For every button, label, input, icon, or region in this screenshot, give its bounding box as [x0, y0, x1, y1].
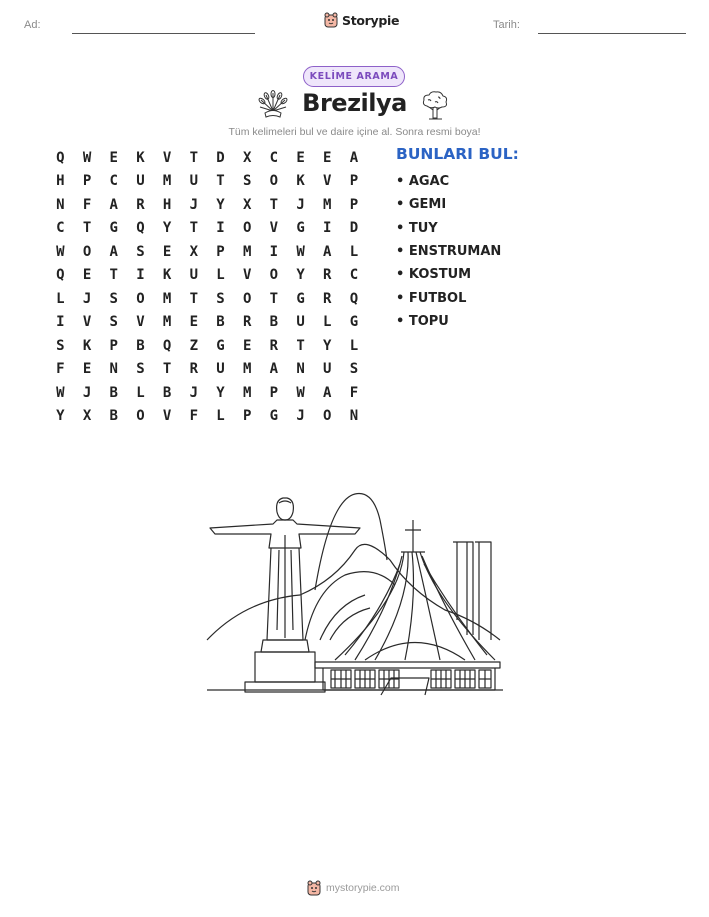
grid-letter[interactable]: P	[109, 337, 118, 354]
grid-letter[interactable]: Y	[323, 337, 332, 354]
grid-letter[interactable]: Y	[216, 384, 225, 401]
grid-letter[interactable]: M	[242, 361, 252, 378]
grid-letter[interactable]: L	[349, 337, 359, 354]
grid-letter[interactable]: E	[109, 149, 118, 166]
grid-letter[interactable]: S	[109, 290, 118, 307]
grid-letter[interactable]: X	[82, 408, 92, 425]
grid-letter[interactable]: S	[136, 243, 145, 260]
grid-letter[interactable]: U	[323, 361, 332, 378]
tree-icon	[421, 90, 449, 120]
instructions: Tüm kelimeleri bul ve daire içine al. Sonra resmi boya!	[228, 126, 481, 138]
grid-letter[interactable]: H	[56, 173, 65, 190]
grid-letter[interactable]: M	[323, 196, 332, 213]
grid-letter[interactable]: M	[162, 173, 172, 190]
grid-letter[interactable]: T	[269, 196, 279, 213]
grid-letter[interactable]: U	[189, 173, 198, 190]
grid-row	[47, 311, 367, 335]
grid-letter[interactable]: G	[269, 408, 279, 425]
grid-letter[interactable]: C	[109, 173, 118, 190]
grid-letter[interactable]: J	[296, 408, 305, 425]
grid-letter[interactable]: G	[349, 314, 359, 331]
grid-letter[interactable]: O	[242, 220, 252, 237]
grid-letter[interactable]: N	[109, 361, 118, 378]
word-list-item: • KOSTUM	[396, 267, 472, 283]
grid-letter[interactable]: X	[189, 243, 198, 260]
grid-row	[47, 193, 367, 217]
grid-letter[interactable]: G	[109, 220, 118, 237]
footer-url: mystorypie.com	[326, 882, 400, 894]
grid-letter[interactable]: P	[82, 173, 92, 190]
grid-letter[interactable]: I	[56, 314, 65, 331]
grid-letter[interactable]: Q	[56, 267, 65, 284]
grid-letter[interactable]: M	[242, 384, 252, 401]
grid-letter[interactable]: B	[109, 384, 118, 401]
grid-letter[interactable]: G	[296, 220, 305, 237]
activity-badge	[303, 66, 405, 87]
grid-row	[47, 217, 367, 241]
grid-letter[interactable]: I	[136, 267, 145, 284]
grid-letter[interactable]: A	[323, 384, 332, 401]
date-line	[538, 33, 686, 34]
grid-letter[interactable]: T	[269, 290, 279, 307]
word-list-item: • ENSTRUMAN	[396, 244, 502, 260]
grid-letter[interactable]: O	[269, 267, 279, 284]
word-list-item: • GEMI	[396, 197, 447, 213]
page-title: Brezilya	[302, 89, 407, 117]
grid-letter[interactable]: D	[349, 220, 359, 237]
footer	[307, 880, 400, 896]
grid-letter[interactable]: E	[162, 243, 172, 260]
word-list-item: • TOPU	[396, 313, 449, 329]
storypie-mascot-icon	[307, 880, 321, 896]
grid-letter[interactable]: X	[242, 196, 252, 213]
grid-letter[interactable]: T	[189, 149, 198, 166]
grid-letter[interactable]: P	[349, 173, 359, 190]
grid-letter[interactable]: A	[323, 243, 332, 260]
grid-letter[interactable]: N	[349, 408, 359, 425]
word-list-title: BUNLARI BUL:	[396, 145, 519, 163]
grid-letter[interactable]: O	[136, 408, 145, 425]
storypie-mascot-icon	[324, 12, 338, 28]
grid-letter[interactable]: S	[242, 173, 252, 190]
word-list-item: • FUTBOL	[396, 290, 467, 306]
grid-letter[interactable]: R	[242, 314, 252, 331]
word-list-item: • AGAC	[396, 174, 450, 190]
grid-letter[interactable]: U	[136, 173, 145, 190]
grid-letter[interactable]: J	[189, 384, 198, 401]
grid-letter[interactable]: V	[136, 314, 145, 331]
word-list	[396, 170, 501, 333]
grid-letter[interactable]: C	[349, 267, 359, 284]
grid-letter[interactable]: Q	[136, 220, 145, 237]
grid-letter[interactable]: J	[296, 196, 305, 213]
grid-letter[interactable]: P	[216, 243, 225, 260]
grid-letter[interactable]: J	[82, 290, 92, 307]
grid-letter[interactable]: A	[109, 243, 118, 260]
grid-letter[interactable]: U	[296, 314, 305, 331]
grid-letter[interactable]: K	[162, 267, 172, 284]
grid-letter[interactable]: V	[269, 220, 279, 237]
grid-letter[interactable]: Z	[189, 337, 198, 354]
grid-letter[interactable]: S	[216, 290, 225, 307]
grid-letter[interactable]: O	[269, 173, 279, 190]
grid-letter[interactable]: L	[56, 290, 65, 307]
date-label: Tarih:	[493, 19, 520, 31]
grid-letter[interactable]: P	[269, 384, 279, 401]
grid-letter[interactable]: V	[82, 314, 92, 331]
grid-letter[interactable]: T	[189, 290, 198, 307]
grid-letter[interactable]: W	[296, 384, 305, 401]
grid-row	[47, 146, 367, 170]
grid-letter[interactable]: M	[162, 314, 172, 331]
activity-badge-label: KELİME ARAMA	[309, 71, 399, 82]
grid-letter[interactable]: K	[136, 149, 145, 166]
grid-letter[interactable]: P	[349, 196, 359, 213]
grid-letter[interactable]: R	[269, 337, 279, 354]
grid-letter[interactable]: Q	[162, 337, 172, 354]
grid-letter[interactable]: I	[269, 243, 279, 260]
grid-letter[interactable]: T	[82, 220, 92, 237]
grid-letter[interactable]: U	[189, 267, 198, 284]
grid-letter[interactable]: M	[162, 290, 172, 307]
grid-letter[interactable]: W	[56, 384, 65, 401]
grid-letter[interactable]: F	[82, 196, 92, 213]
grid-letter[interactable]: G	[296, 290, 305, 307]
grid-letter[interactable]: Q	[349, 290, 359, 307]
grid-letter[interactable]: T	[189, 220, 198, 237]
grid-letter[interactable]: V	[323, 173, 332, 190]
grid-row	[47, 334, 367, 358]
grid-letter[interactable]: L	[136, 384, 145, 401]
grid-row	[47, 264, 367, 288]
grid-letter[interactable]: W	[56, 243, 65, 260]
grid-letter[interactable]: Y	[56, 408, 65, 425]
grid-letter[interactable]: L	[216, 267, 225, 284]
grid-row	[47, 287, 367, 311]
grid-row	[47, 240, 367, 264]
name-label: Ad:	[24, 19, 41, 31]
grid-letter[interactable]: F	[349, 384, 359, 401]
grid-letter[interactable]: T	[109, 267, 118, 284]
grid-letter[interactable]: R	[323, 267, 332, 284]
grid-letter[interactable]: O	[136, 290, 145, 307]
grid-letter[interactable]: X	[242, 149, 252, 166]
grid-letter[interactable]: D	[216, 149, 225, 166]
brazil-landmarks-illustration	[205, 490, 505, 698]
grid-letter[interactable]: L	[216, 408, 225, 425]
word-list-item: • TUY	[396, 220, 438, 236]
grid-letter[interactable]: T	[216, 173, 225, 190]
grid-letter[interactable]: E	[296, 149, 305, 166]
grid-letter[interactable]: A	[269, 361, 279, 378]
grid-letter[interactable]: O	[242, 290, 252, 307]
grid-letter[interactable]: R	[136, 196, 145, 213]
grid-row	[47, 358, 367, 382]
grid-letter[interactable]: M	[242, 243, 252, 260]
grid-letter[interactable]: B	[216, 314, 225, 331]
grid-letter[interactable]: Y	[162, 220, 172, 237]
grid-letter[interactable]: A	[109, 196, 118, 213]
grid-letter[interactable]: W	[296, 243, 305, 260]
grid-letter[interactable]: E	[189, 314, 198, 331]
grid-letter[interactable]: W	[82, 149, 92, 166]
grid-letter[interactable]: I	[216, 220, 225, 237]
grid-letter[interactable]: L	[323, 314, 332, 331]
grid-letter[interactable]: Y	[216, 196, 225, 213]
grid-letter[interactable]: Q	[56, 149, 65, 166]
grid-letter[interactable]: S	[136, 361, 145, 378]
grid-letter[interactable]: S	[56, 337, 65, 354]
grid-letter[interactable]: F	[189, 408, 198, 425]
grid-row	[47, 405, 367, 429]
grid-letter[interactable]: V	[162, 408, 172, 425]
grid-letter[interactable]: B	[162, 384, 172, 401]
grid-letter[interactable]: J	[82, 384, 92, 401]
grid-letter[interactable]: C	[269, 149, 279, 166]
grid-letter[interactable]: O	[82, 243, 92, 260]
grid-letter[interactable]: R	[189, 361, 198, 378]
grid-letter[interactable]: C	[56, 220, 65, 237]
grid-letter[interactable]: R	[323, 290, 332, 307]
grid-letter[interactable]: H	[162, 196, 172, 213]
grid-letter[interactable]: E	[82, 361, 92, 378]
grid-letter[interactable]: P	[242, 408, 252, 425]
grid-letter[interactable]: T	[162, 361, 172, 378]
grid-letter[interactable]: B	[136, 337, 145, 354]
grid-letter[interactable]: E	[323, 149, 332, 166]
brand-name: Storypie	[342, 12, 400, 28]
grid-letter[interactable]: O	[323, 408, 332, 425]
grid-letter[interactable]: L	[349, 243, 359, 260]
grid-letter[interactable]: F	[56, 361, 65, 378]
grid-letter[interactable]: T	[296, 337, 305, 354]
grid-letter[interactable]: I	[323, 220, 332, 237]
grid-letter[interactable]: J	[189, 196, 198, 213]
brand-logo	[324, 12, 399, 28]
grid-letter[interactable]: E	[82, 267, 92, 284]
grid-letter[interactable]: B	[109, 408, 118, 425]
grid-letter[interactable]: K	[296, 173, 305, 190]
grid-letter[interactable]: U	[216, 361, 225, 378]
grid-letter[interactable]: A	[349, 149, 359, 166]
grid-letter[interactable]: V	[242, 267, 252, 284]
word-search-grid	[47, 146, 367, 428]
grid-letter[interactable]: B	[269, 314, 279, 331]
grid-letter[interactable]: G	[216, 337, 225, 354]
grid-letter[interactable]: E	[242, 337, 252, 354]
grid-row	[47, 170, 367, 194]
name-line	[72, 33, 255, 34]
grid-letter[interactable]: N	[56, 196, 65, 213]
grid-letter[interactable]: S	[349, 361, 359, 378]
grid-letter[interactable]: S	[109, 314, 118, 331]
grid-letter[interactable]: Y	[296, 267, 305, 284]
grid-letter[interactable]: V	[162, 149, 172, 166]
grid-letter[interactable]: N	[296, 361, 305, 378]
grid-letter[interactable]: K	[82, 337, 92, 354]
grid-row	[47, 381, 367, 405]
